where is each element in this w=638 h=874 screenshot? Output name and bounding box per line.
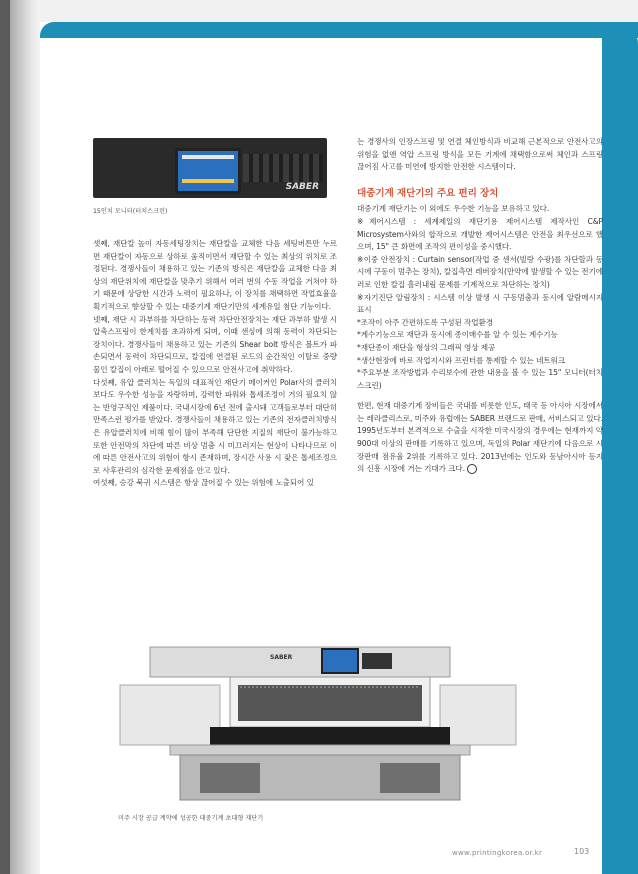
paragraph: ※자기진단 알림장치 : 시스템 이상 발생 시 구동멈춤과 동시에 알람메시지 표시 xyxy=(357,292,603,315)
bullet-item: *재단종이 재단을 형상의 그래픽 영상 제공 xyxy=(357,342,496,352)
touchscreen-image xyxy=(175,148,241,194)
bullet-item: *생산현장에 바로 작업지시와 프린터를 통제할 수 있는 네트워크 xyxy=(357,355,566,365)
machine-caption: 미주 시장 공급 계약에 성공한 대중기계 초대형 재단기 xyxy=(118,815,264,822)
left-column xyxy=(93,238,337,490)
paragraph: ※제어시스템 : 세계제일의 재단기용 제어시스템 제작사인 C&P Microsystem사와의 합작으로 개발한 제어시스템은 안전을 최우선으로 했으며, 15" 큰 화면에 조작의 편이성을 중시했다. xyxy=(357,216,603,252)
teal-frame-right xyxy=(600,22,638,874)
footer-url: www.printingkorea.or.kr xyxy=(452,849,543,857)
right-column xyxy=(357,136,603,476)
monitor-caption: 15인치 모니터(터치스크린) xyxy=(93,208,168,215)
machine-brand-logo: SABER xyxy=(270,654,293,661)
paragraph: 넷째, 재단 시 과부하를 차단하는 동력 차단안전장치는 재단 과부하 발생 시 압축스프링이 한계치를 초과하게 되며, 이때 센싱에 의해 동력이 차단되는 장치이다. 경쟁사들이 채용하고 있는 기존의 Shear bolt 방식은 볼트가 파손되면서 동력이 차단되므로, 칼집에 연결된 로드의 순간적인 이탈로 중량물인 칼집이 아래로 떨어질 수 있으므로 안전사고에 취약하다. xyxy=(93,314,337,374)
teal-frame-top xyxy=(40,22,638,38)
paragraph: 여섯째, 승강 북귀 시스템은 항상 끊어질 수 있는 위험에 노출되어 있 xyxy=(93,478,314,488)
book-spine-edge xyxy=(0,0,10,874)
page-number: 103 xyxy=(574,847,590,856)
paragraph: 대중기계 재단기는 이 외에도 우수한 기능을 보유하고 있다. xyxy=(357,204,550,214)
bullet-item: *주요부분 조작방법과 수리보수에 관한 내용을 볼 수 있는 15" 모니터(터치스크린) xyxy=(357,368,603,390)
paper-cutter-photo xyxy=(110,645,520,805)
paragraph: 한편, 현재 대중기계 장비들은 국내를 비롯한 인도, 태국 등 아시아 시장에서는 레라클리스로, 미주와 유럽에는 SABER 브랜드로 판매, 서비스되고 있다. 1995년도부터 본격적으로 수출을 시작한 미국시장의 경우에는 현재까지 약 900대 이상의 판매를 기록하고 있으며, 독일의 Polar 재단기에 다음으로 시장판매 점유율 2위를 기록하고 있다. 2013년에는 인도와 동남아시아 등지의 신흥 시장에 거는 기대가 크다. xyxy=(357,401,603,474)
page-top-margin xyxy=(40,0,638,22)
paragraph: 셋째, 재단칼 높이 자동세팅장치는 재단칼을 교체한 다음 세팅버튼만 누르면 재단칼이 자동으로 상하로 움직이면서 재단할 수 있는 최상의 위치로 조정된다. 경쟁사들이 채용하고 있는 기존의 방식은 재단칼을 교체한 다음 최상의 재단위치에 재단칼을 맞추기 위해서 여러 번의 수동 작업을 거쳐야 하기 때문에 상당한 시간과 노력이 필요하나, 이 장치를 채택하면 작업효율을 획기적으로 향상할 수 있는 대중기계 재단기만의 세계유일 첨단 기능이다. xyxy=(93,239,337,311)
paragraph: 다섯째, 유압 클러치는 독일의 대표적인 재단기 메이커인 Polar사의 클러치보다도 우수한 성능을 자랑하며, 강력한 파워와 톱세조정이 거의 필요치 않는 반영구적인 제품이다. 국내시장에 6년 전에 출시돼 고객들로부터 대단히 만족스런 평가를 받았다. 경쟁사들이 채용하고 있는 기존의 전자클러치방식은 유압클러치에 비해 힘이 많이 부족해 단단한 지질의 재단이 불가능하고 또한 안전막의 차단에 따른 비상 멈춤 시 미끄러지는 현상이 나타나므로 이에 따른 안전사고의 위험이 항시 존재하며, 장시간 사용 시 잦은 톱세조정으로 사후관리의 심각한 문제점을 안고 있다. xyxy=(93,377,337,475)
section-heading: 대중기계 재단기의 주요 편리 장치 xyxy=(357,187,499,199)
bullet-item: *조작이 아주 간편하도록 구성된 작업환경 xyxy=(357,317,493,327)
monitor-photo xyxy=(93,138,327,198)
paragraph: ※이중 안전장치 : Curtain sensor(작업 중 센서(빌랑 수광)를 차단할과 동시에 구동이 멈추는 장치), 칼집측면 레버장치(만약에 발생할 수 있는 전기에러로 인한 칼집 흘러내림 문제를 기계적으로 차단하는 장치) xyxy=(357,254,603,289)
bullet-item: *계수기능으로 재단과 동시에 종이매수를 알 수 있는 계수기능 xyxy=(357,330,558,340)
control-buttons-image xyxy=(243,154,323,182)
monitor-brand-logo: SABER xyxy=(285,182,319,192)
end-mark-icon xyxy=(467,464,477,474)
paragraph: 는 경쟁사의 인장스프링 및 연결 체인방식과 비교해 근본적으로 안전사고의 위험을 없앤 역압 스프링 방식을 모든 기계에 채택함으로써 체인과 스프링 끊어짐 사고를 미연에 방지한 안전한 시스템이다. xyxy=(357,137,603,172)
